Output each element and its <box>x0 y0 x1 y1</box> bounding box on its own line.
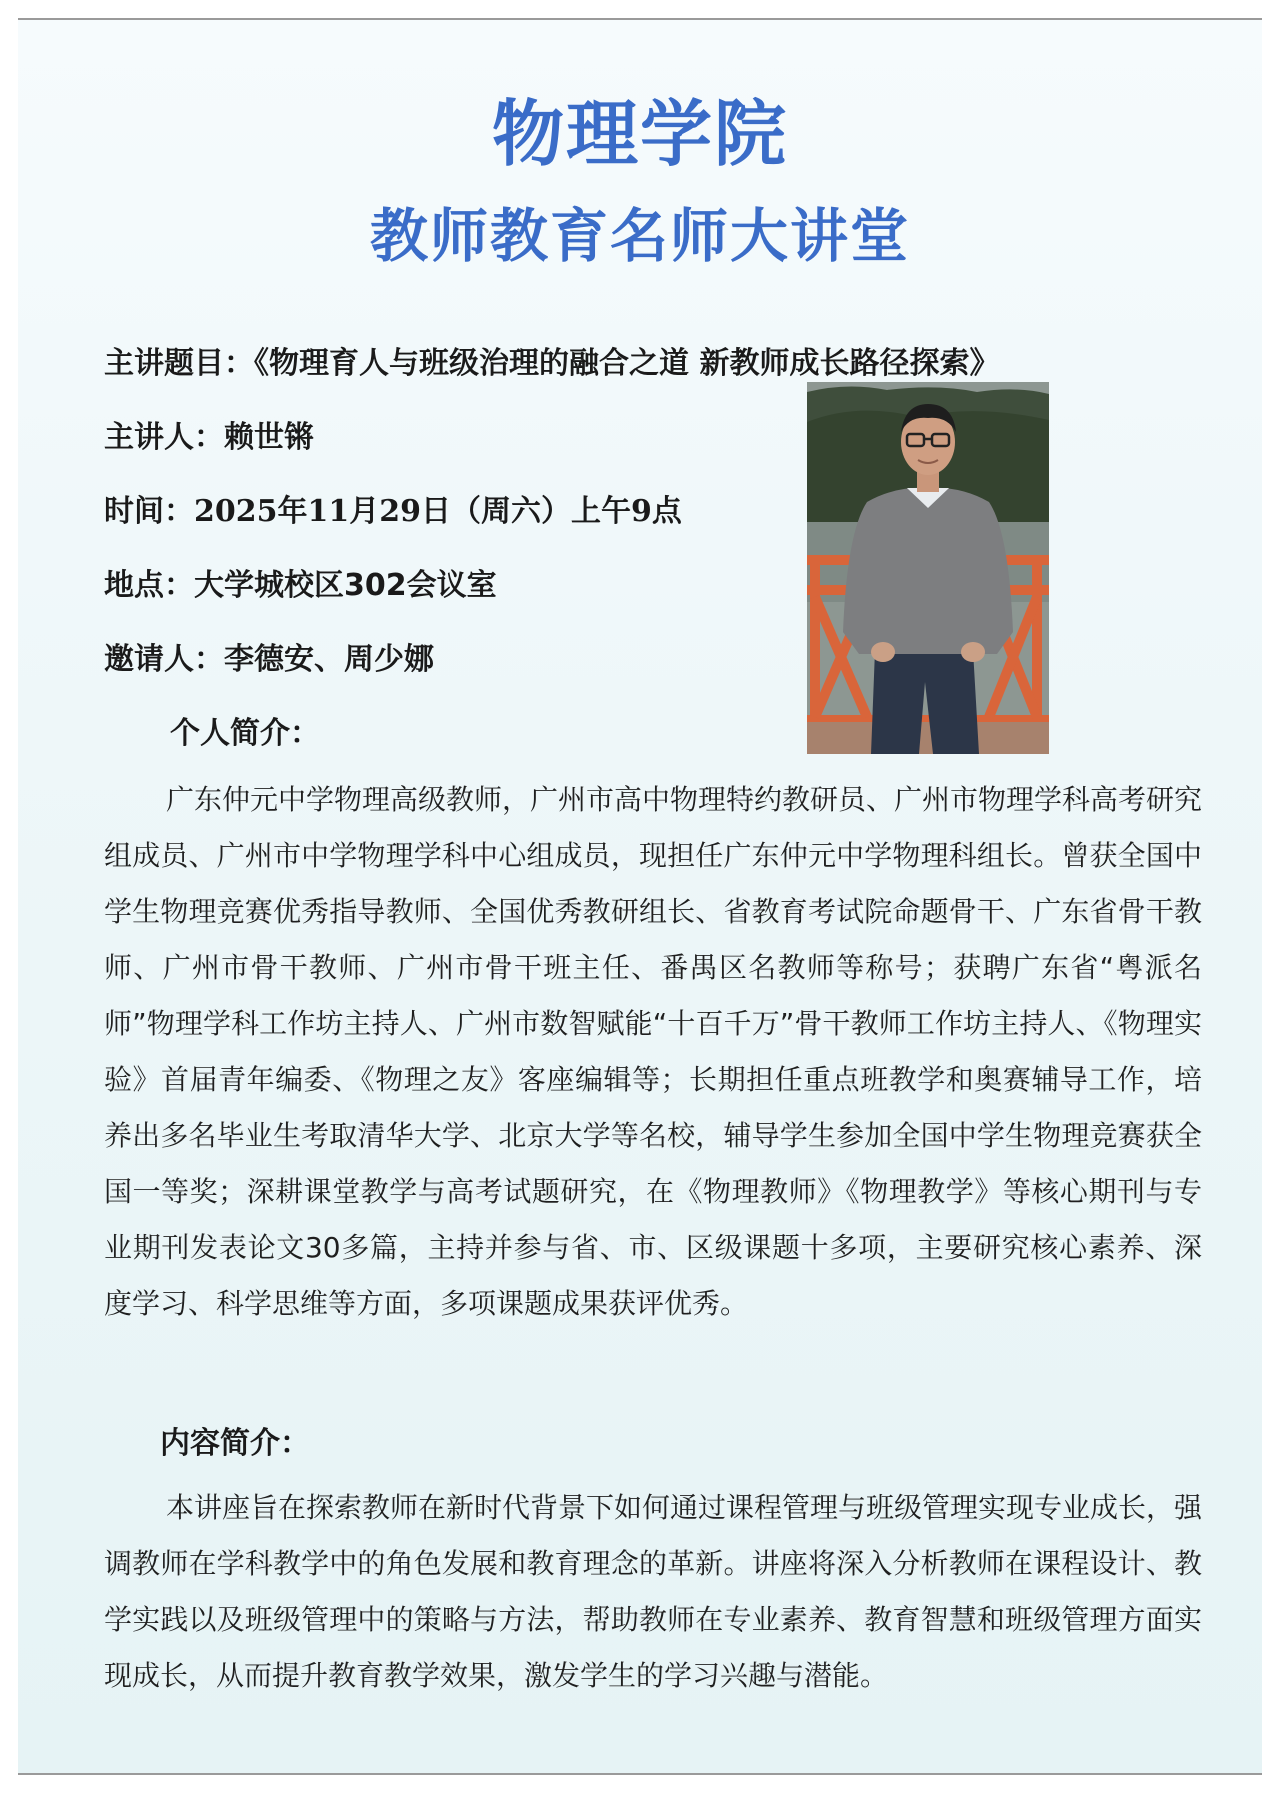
page-subtitle: 教师教育名师大讲堂 <box>369 202 910 270</box>
time-row <box>104 492 682 532</box>
content-heading: 内容简介： <box>160 1426 310 1461</box>
content-text: 本讲座旨在探索教师在新时代背景下如何通过课程管理与班级管理实现专业成长，强调教师在学科教学中的角色发展和教育理念的革新。讲座将深入分析教师在课程设计、教学实践以及班级管理中的策略与方法，帮助教师在专业素养、教育智慧和班级管理方面实现成长，从而提升教育教学效果，激发学生的学习兴趣与潜能。 <box>104 1491 1203 1692</box>
place-value: 大学城校区302会议室 <box>194 568 497 603</box>
inviter-value: 李德安、周少娜 <box>224 642 434 677</box>
topic-value: 《物理育人与班级治理的融合之道 新教师成长路径探索》 <box>254 346 1000 381</box>
speaker-row <box>104 418 314 458</box>
bio-text: 广东仲元中学物理高级教师，广州市高中物理特约教研员、广州市物理学科高考研究组成员、广州市中学物理学科中心组成员，现担任广东仲元中学物理科组长。曾获全国中学生物理竞赛优秀指导教师、全国优秀教研组长、省教育考试院命题骨干、广东省骨干教师、广州市骨干教师、广州市骨干班主任、番禺区名教师等称号；获聘广东省“粤派名师”物理学科工作坊主持人、广州市数智赋能“十百千万”骨干教师工作坊主持人、《物理实验》首届青年编委、《物理之友》客座编辑等；长期担任重点班教学和奥赛辅导工作，培养出多名毕业生考取清华大学、北京大学等名校，辅导学生参加全国中学生物理竞赛获全国一等奖；深耕课堂教学与高考试题研究，在《物理教师》《物理教学》等核心期刊与专业期刊发表论文30多篇，主持并参与省、市、区级课题十多项，主要研究核心素养、深度学习、科学思维等方面，多项课题成果获评优秀。 <box>104 783 1203 1320</box>
inviter-label: 邀请人： <box>104 642 224 677</box>
speaker-value: 赖世锵 <box>224 420 314 455</box>
time-label: 时间： <box>104 494 194 529</box>
topic-row <box>104 344 999 384</box>
speaker-label: 主讲人： <box>104 420 224 455</box>
place-row <box>104 566 497 606</box>
inviter-row <box>104 640 434 680</box>
bio-heading: 个人简介： <box>170 716 320 751</box>
time-value: 2025年11月29日（周六）上午9点 <box>194 494 682 529</box>
poster <box>18 18 1262 1775</box>
speaker-photo <box>807 382 1049 754</box>
page-title: 物理学院 <box>491 92 788 176</box>
topic-label: 主讲题目： <box>104 346 254 381</box>
place-label: 地点： <box>104 568 194 603</box>
